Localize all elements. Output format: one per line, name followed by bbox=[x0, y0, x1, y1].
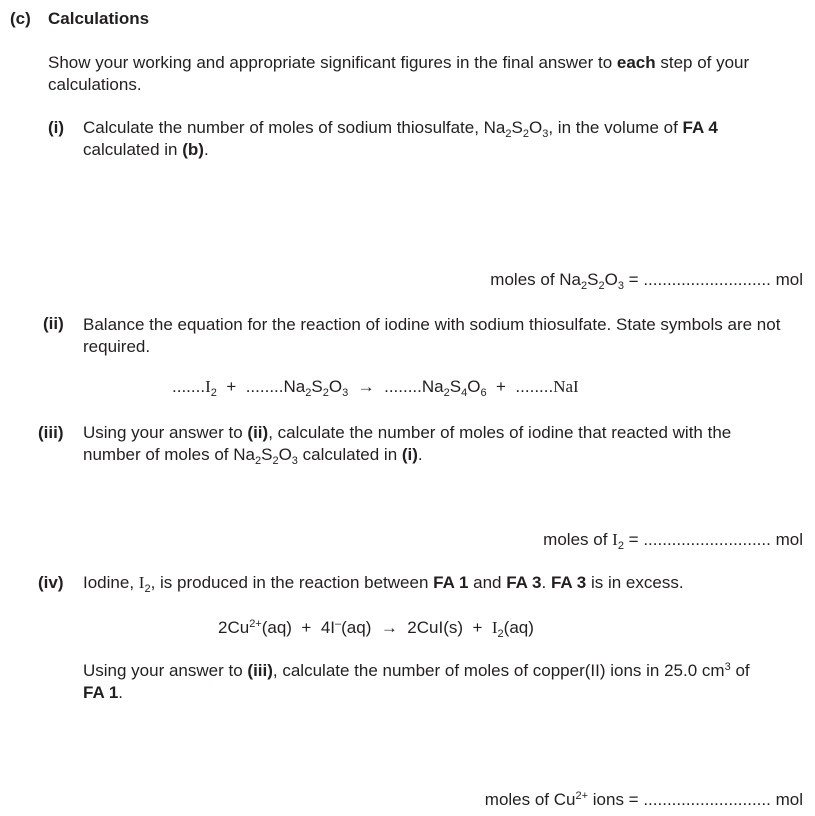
coefficient-blank[interactable]: ........ bbox=[515, 377, 554, 396]
answer-prefix: moles of Na bbox=[490, 270, 581, 289]
q4-text: Iodine, bbox=[83, 573, 139, 592]
intro-text bbox=[48, 52, 808, 96]
q4-text: . bbox=[541, 573, 551, 592]
eq-text: + bbox=[472, 618, 483, 637]
answer-unit: mol bbox=[775, 270, 803, 289]
q2-label: (ii) bbox=[43, 314, 64, 333]
q1-fa4: FA 4 bbox=[682, 118, 718, 137]
q3-label: (iii) bbox=[38, 423, 64, 442]
q4-text: cm bbox=[701, 661, 725, 680]
q4-text: , is produced in the reaction between bbox=[150, 573, 434, 592]
eq-text: 2CuI bbox=[407, 618, 444, 637]
q3-text: Using your answer to bbox=[83, 423, 248, 442]
q4-text: is in excess. bbox=[586, 573, 684, 592]
eq-text: I bbox=[491, 618, 498, 637]
q3-line1: Using your answer to (ii), calculate the number of moles of iodine that reacted with the bbox=[83, 423, 732, 442]
q4-text: , calculate the number of moles of copper(II) ions in 25.0 bbox=[272, 661, 698, 680]
intro-part: step of your calculations. bbox=[48, 53, 750, 94]
eq-text: + bbox=[226, 377, 237, 396]
q3-ref: (ii) bbox=[247, 423, 269, 442]
answer-eq: = bbox=[623, 530, 644, 549]
eq-text: Na bbox=[421, 377, 444, 396]
q2-equation: $.......I_2 + ........Na_2S_2O_3 \to ........Na_2S_4O_6 + ........NaI$ bbox=[172, 377, 579, 399]
q3-line2: number of moles of $Na_2S_2O_3$ calculated in (i). bbox=[83, 445, 423, 467]
q3-ref: (i) bbox=[401, 445, 418, 464]
q3-text: . bbox=[417, 445, 423, 464]
eq-text: Na bbox=[283, 377, 306, 396]
eq-text: NaI bbox=[553, 377, 579, 396]
q4-para-line1: Using your answer to (iii), calculate the number of moles of copper(II) ions in 25.0 $cm^3$ of bbox=[83, 661, 750, 680]
q3-text: calculated in bbox=[297, 445, 402, 464]
coefficient-blank[interactable]: ........ bbox=[384, 377, 422, 396]
q4-fa: FA 3 bbox=[550, 573, 587, 592]
q1-answer-line: moles of $Na_2S_2O_3$ = ........................... mol bbox=[490, 270, 803, 292]
q4-text: . bbox=[118, 683, 124, 702]
eq-text: (aq) bbox=[261, 618, 292, 637]
q4-line1: Iodine, $I_2$, is produced in the reaction between FA 1 and FA 3. FA 3 is in excess. bbox=[83, 573, 684, 595]
eq-text: + bbox=[496, 377, 506, 396]
q1-line1: Calculate the number of moles of sodium thiosulfate, $Na_2S_2O_3$, in the volume of FA 4 bbox=[83, 118, 718, 140]
coefficient-blank[interactable]: ........ bbox=[245, 377, 284, 396]
answer-blank[interactable]: ........................... bbox=[643, 790, 771, 809]
intro-part: Show your working and appropriate significant figures in the final answer to bbox=[48, 53, 617, 72]
answer-unit: mol bbox=[775, 530, 803, 549]
q2-text: Balance the equation for the reaction of iodine with sodium thiosulfate. State symbols are not required. bbox=[83, 315, 781, 356]
q4-text: and bbox=[468, 573, 507, 592]
q4-text: Using your answer to bbox=[83, 661, 248, 680]
q3-answer-line: moles of $I_2$ = ........................... mol bbox=[543, 530, 803, 552]
eq-text: (aq) bbox=[503, 618, 534, 637]
answer-prefix: moles of Cu bbox=[484, 790, 576, 809]
eq-text: 2Cu bbox=[218, 618, 250, 637]
eq-text: (aq) bbox=[341, 618, 372, 637]
q1-text: Calculate the number of moles of sodium thiosulfate, Na bbox=[83, 118, 506, 137]
q4-fa: FA 3 bbox=[506, 573, 542, 592]
q4-para-line2 bbox=[83, 683, 123, 703]
q4-answer-line bbox=[485, 790, 803, 810]
intro-bold: each bbox=[616, 53, 656, 72]
eq-text: + bbox=[301, 618, 312, 637]
q4-text: I bbox=[138, 573, 145, 592]
q1-text: calculated in bbox=[83, 140, 183, 159]
q4-ref: (iii) bbox=[247, 661, 273, 680]
eq-text: I bbox=[205, 377, 211, 396]
q4-fa: FA 1 bbox=[433, 573, 469, 592]
answer-charge: 2+ bbox=[575, 790, 589, 802]
q4-label: (iv) bbox=[38, 573, 64, 592]
eq-charge: – bbox=[335, 618, 342, 630]
eq-text: (s) bbox=[443, 618, 464, 637]
arrow-icon: → bbox=[357, 377, 375, 396]
answer-eq: ions = bbox=[588, 790, 644, 809]
answer-unit: mol bbox=[775, 790, 803, 809]
section-label: (c) bbox=[10, 9, 31, 28]
q1-text: . bbox=[203, 140, 209, 159]
answer-blank[interactable]: ........................... bbox=[643, 530, 771, 549]
q1-line2 bbox=[83, 140, 209, 160]
answer-prefix: moles of bbox=[543, 530, 613, 549]
q1-text: , in the volume of bbox=[548, 118, 683, 137]
q1-ref: (b) bbox=[182, 140, 204, 159]
q4-fa: FA 1 bbox=[83, 683, 119, 702]
answer-eq: = bbox=[623, 270, 644, 289]
answer-prefix: I bbox=[612, 530, 618, 549]
arrow-icon: → bbox=[380, 618, 398, 637]
q4-text: of bbox=[730, 661, 750, 680]
eq-charge: 2+ bbox=[249, 618, 262, 630]
q4-equation: $2Cu^{2+}(aq) + 4I^-(aq) \to 2CuI(s) + I_2(aq)$ bbox=[218, 618, 534, 640]
coefficient-blank[interactable]: ....... bbox=[172, 377, 206, 396]
eq-text: 4I bbox=[320, 618, 335, 637]
answer-blank[interactable]: ........................... bbox=[643, 270, 771, 289]
section-title: Calculations bbox=[48, 9, 150, 28]
q1-label: (i) bbox=[48, 118, 65, 137]
